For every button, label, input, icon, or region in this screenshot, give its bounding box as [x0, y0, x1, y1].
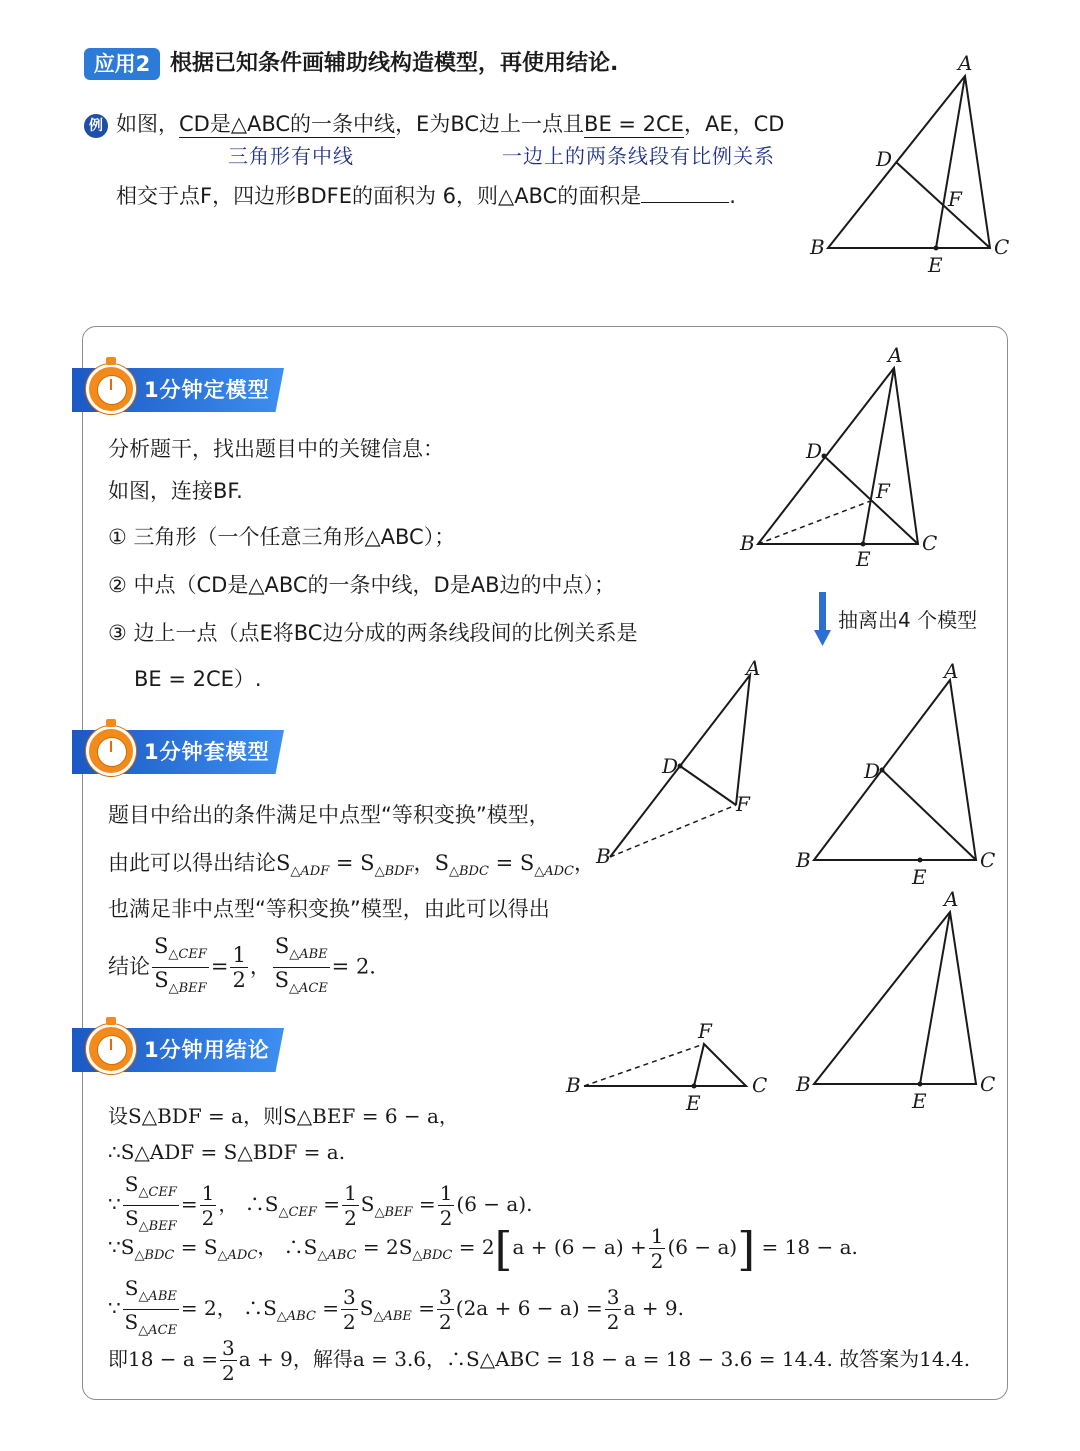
point-e [934, 246, 939, 251]
s2-line-1: 题目中给出的条件满足中点型“等积变换”模型， [108, 803, 550, 827]
handwritten-note-ratio: 一边上的两条线段有比例关系 [502, 144, 775, 168]
label-b-4: B [796, 848, 811, 872]
label-b-5: B [566, 1073, 581, 1097]
label-b-2: B [740, 531, 755, 555]
s3-line-4: $\because S_{\triangle BDC} = S_{\triangle ADC}$， $\therefore S_{\triangle ABC} = 2S_{\triangle BDC} = 2[a + (6 - a)$ + $\frac{1}{2}$ (6 − a)] = 18 − a. [108, 1221, 858, 1276]
s1-line-2: 如图，连接BF. [108, 479, 243, 503]
label-a: A [958, 51, 973, 75]
segment-cd-4 [882, 770, 976, 860]
s1-line-1: 分析题干，找出题目中的关键信息： [108, 437, 444, 461]
s3-line-3: ∵ $\frac{S_{\triangle CEF}}{S_{\triangle BEF}}$ = $\frac{1}{2}$ ， $\therefore S_{\triangle CEF}$ = $\frac{1}{2}$ $S_{\triangle BEF}$ = $\frac{1}{2}$ (6 − a). [108, 1172, 533, 1234]
s2-line-3: 也满足非中点型“等积变换”模型，由此可以得出 [108, 897, 550, 921]
label-b-6: B [796, 1072, 811, 1096]
stopwatch-icon-2 [86, 726, 136, 776]
s2-line-2: 由此可以得出结论$S_{\triangle ADF} = S_{\triangle BDF}$，$S_{\triangle BDC} = S_{\triangle ADC}$， [108, 851, 595, 880]
s3-line-6: 即18 − a = $\frac{3}{2}$ a + 9，解得a = 3.6，∴S△ABC = 18 − a = 18 − 3.6 = 14.4. 故答案为14.4. [108, 1336, 971, 1385]
label-d-4: D [864, 759, 881, 783]
label-e-5: E [686, 1091, 701, 1115]
example-line-1: 如图，CD是△ABC的一条中线，E为BC边上一点且BE = 2CE，AE，CD [116, 112, 785, 136]
stopwatch-icon [86, 364, 136, 414]
label-a-3: A [746, 656, 761, 680]
segment-ae-6 [920, 912, 950, 1084]
s1-line-4: ② 中点（CD是△ABC的一条中线，D是AB边的中点）； [108, 573, 615, 597]
stopwatch-icon-3 [86, 1024, 136, 1074]
s1-line-6: BE = 2CE）. [134, 667, 262, 691]
label-b: B [810, 235, 825, 259]
polyline-b-c-f-e [584, 1044, 746, 1086]
down-arrow-icon [814, 592, 834, 648]
point-d-4 [880, 768, 885, 773]
handwritten-note-median: 三角形有中线 [228, 144, 354, 168]
point-e-6 [918, 1082, 923, 1087]
example-line-2: 相交于点F，四边形BDFE的面积为 6，则△ABC的面积是 . [116, 184, 736, 208]
label-f-5: F [698, 1019, 712, 1043]
s3-line-1: 设S△BDF = a，则S△BEF = 6 − a， [108, 1104, 459, 1128]
header-title: 根据已知条件画辅助线构造模型，再使用结论. [170, 51, 619, 76]
triangle-abc-6 [814, 912, 976, 1084]
label-d-3: D [662, 754, 679, 778]
label-f-2: F [876, 479, 890, 503]
s1-line-5: ③ 边上一点（点E将BC边分成的两条线段间的比例关系是 [108, 621, 638, 645]
s1-line-3: ① 三角形（一个任意三角形△ABC）； [108, 525, 456, 549]
section-label-conclusion: 1分钟用结论 [72, 1028, 284, 1072]
s2-line-4: 结论 $\frac{S_{\triangle CEF}}{S_{\triangle BEF}}$ = $\frac{1}{2}$ ， $\frac{S_{\triangle ABE}}{S_{\triangle ACE}}$ = 2. [108, 934, 376, 997]
segment-bf-5 [584, 1044, 704, 1086]
label-f: F [948, 187, 962, 211]
section-label-apply: 1分钟套模型 [72, 730, 284, 774]
label-d-2: D [806, 439, 823, 463]
section-label-model: 1分钟定模型 [72, 368, 284, 412]
label-c-6: C [980, 1072, 996, 1096]
triangle-abc-2 [758, 368, 918, 544]
label-e-2: E [856, 547, 871, 570]
label-a-2: A [888, 343, 903, 367]
label-c: C [994, 235, 1010, 259]
label-c-2: C [922, 531, 938, 555]
label-d: D [876, 147, 893, 171]
label-c-4: C [980, 848, 996, 872]
label-b-3: B [596, 844, 611, 868]
extract-models-text: 抽离出4 个模型 [838, 608, 978, 632]
s3-line-2: ∴S△ADF = S△BDF = a. [108, 1140, 346, 1164]
triangle-abc-4 [814, 680, 976, 860]
point-d-2 [822, 454, 827, 459]
label-f-3: F [736, 792, 750, 816]
label-a-6: A [944, 887, 959, 911]
figure-model-adf-bdf [590, 655, 780, 870]
label-c-5: C [752, 1073, 768, 1097]
label-e-6: E [912, 1089, 927, 1113]
point-e-4 [918, 858, 923, 863]
label-e-4: E [912, 865, 927, 889]
answer-blank [641, 182, 729, 203]
figure-model-bdc-adc [790, 660, 1005, 895]
label-a-4: A [944, 660, 959, 683]
point-d-3 [678, 764, 683, 769]
figure-model-abe-ace [790, 886, 1005, 1116]
figure-model-cef-bef [560, 1018, 780, 1118]
triangle-abc [828, 76, 990, 248]
point-e-2 [861, 542, 866, 547]
s3-line-5: ∵ $\frac{S_{\triangle ABE}}{S_{\triangle ACE}}$ = 2， $\therefore S_{\triangle ABC}$ = $\frac{3}{2}$ $S_{\triangle ABE}$ = $\frac{3}{2}$ (2a + 6 − a) = $\frac{3}{2}$ a + 9. [108, 1276, 684, 1338]
figure-connected-bf [730, 340, 960, 570]
figure-main-triangle [800, 50, 1030, 280]
segment-df [680, 766, 736, 805]
example-icon: 例 [84, 114, 108, 138]
point-e-5 [692, 1084, 697, 1089]
application-tag: 应用2 [84, 48, 160, 80]
label-e: E [928, 253, 943, 277]
